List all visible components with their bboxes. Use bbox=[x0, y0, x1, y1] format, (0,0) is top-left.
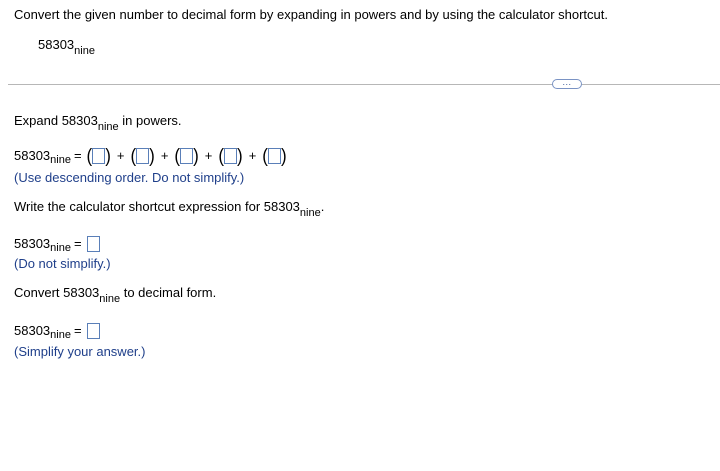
open-paren: ( bbox=[174, 144, 181, 166]
close-paren: ) bbox=[149, 144, 155, 166]
expand-equation-base: nine bbox=[50, 153, 71, 166]
shortcut-prompt bbox=[14, 199, 325, 219]
power-term-input-2[interactable] bbox=[136, 148, 149, 164]
more-options-button[interactable]: ... bbox=[552, 79, 582, 89]
given-number-base: nine bbox=[74, 45, 95, 57]
power-term-input-4[interactable] bbox=[224, 148, 237, 164]
expand-prompt-number: 58303 bbox=[61, 113, 98, 128]
convert-prompt-number: 58303 bbox=[63, 285, 100, 300]
convert-prompt bbox=[14, 285, 217, 305]
shortcut-answer-input[interactable] bbox=[87, 236, 100, 252]
shortcut-prompt-before: Write the calculator shortcut expression for bbox=[14, 199, 264, 214]
open-paren: ( bbox=[262, 144, 268, 166]
shortcut-prompt-after: . bbox=[320, 199, 325, 214]
shortcut-prompt-base: nine bbox=[299, 207, 321, 219]
shortcut-equation bbox=[14, 235, 100, 252]
open-paren: ( bbox=[218, 144, 225, 166]
open-paren: ( bbox=[86, 144, 93, 166]
expand-hint: (Use descending order. Do not simplify.) bbox=[14, 170, 245, 185]
given-number-value: 58303 bbox=[38, 37, 75, 52]
shortcut-equation-number: 58303 bbox=[14, 236, 51, 252]
close-paren: ) bbox=[237, 144, 243, 166]
decimal-answer-input[interactable] bbox=[87, 323, 100, 339]
decimal-equation bbox=[14, 322, 100, 339]
power-term-input-1[interactable] bbox=[92, 148, 105, 164]
given-number bbox=[38, 37, 95, 57]
shortcut-hint: (Do not simplify.) bbox=[14, 256, 111, 271]
close-paren: ) bbox=[105, 144, 111, 166]
decimal-equation-base: nine bbox=[50, 328, 71, 341]
convert-prompt-before: Convert bbox=[14, 285, 64, 300]
equals-sign: = bbox=[73, 323, 82, 339]
decimal-hint: (Simplify your answer.) bbox=[14, 344, 146, 359]
decimal-equation-number: 58303 bbox=[14, 323, 51, 339]
convert-prompt-base: nine bbox=[99, 293, 121, 305]
expand-prompt-base: nine bbox=[97, 121, 119, 133]
equals-sign: = bbox=[73, 148, 82, 164]
problem-instruction: Convert the given number to decimal form by expanding in powers and by using the calculator shortcut. bbox=[14, 7, 608, 22]
expand-prompt bbox=[14, 113, 182, 133]
plus-sign: + bbox=[204, 148, 213, 164]
power-term-input-3[interactable] bbox=[180, 148, 193, 164]
section-divider bbox=[8, 84, 720, 85]
open-paren: ( bbox=[130, 144, 137, 166]
expand-equation-number: 58303 bbox=[14, 148, 51, 164]
close-paren: ) bbox=[280, 144, 287, 166]
expand-prompt-after: in powers. bbox=[118, 113, 182, 128]
plus-sign: + bbox=[248, 148, 257, 164]
power-term-input-5[interactable] bbox=[268, 148, 281, 164]
equals-sign: = bbox=[73, 236, 82, 252]
shortcut-equation-base: nine bbox=[50, 241, 71, 254]
plus-sign: + bbox=[160, 148, 169, 164]
shortcut-prompt-number: 58303 bbox=[263, 199, 300, 214]
convert-prompt-after: to decimal form. bbox=[120, 285, 217, 300]
expand-equation bbox=[14, 144, 287, 166]
close-paren: ) bbox=[193, 144, 199, 166]
plus-sign: + bbox=[116, 148, 125, 164]
expand-prompt-before: Expand bbox=[14, 113, 62, 128]
